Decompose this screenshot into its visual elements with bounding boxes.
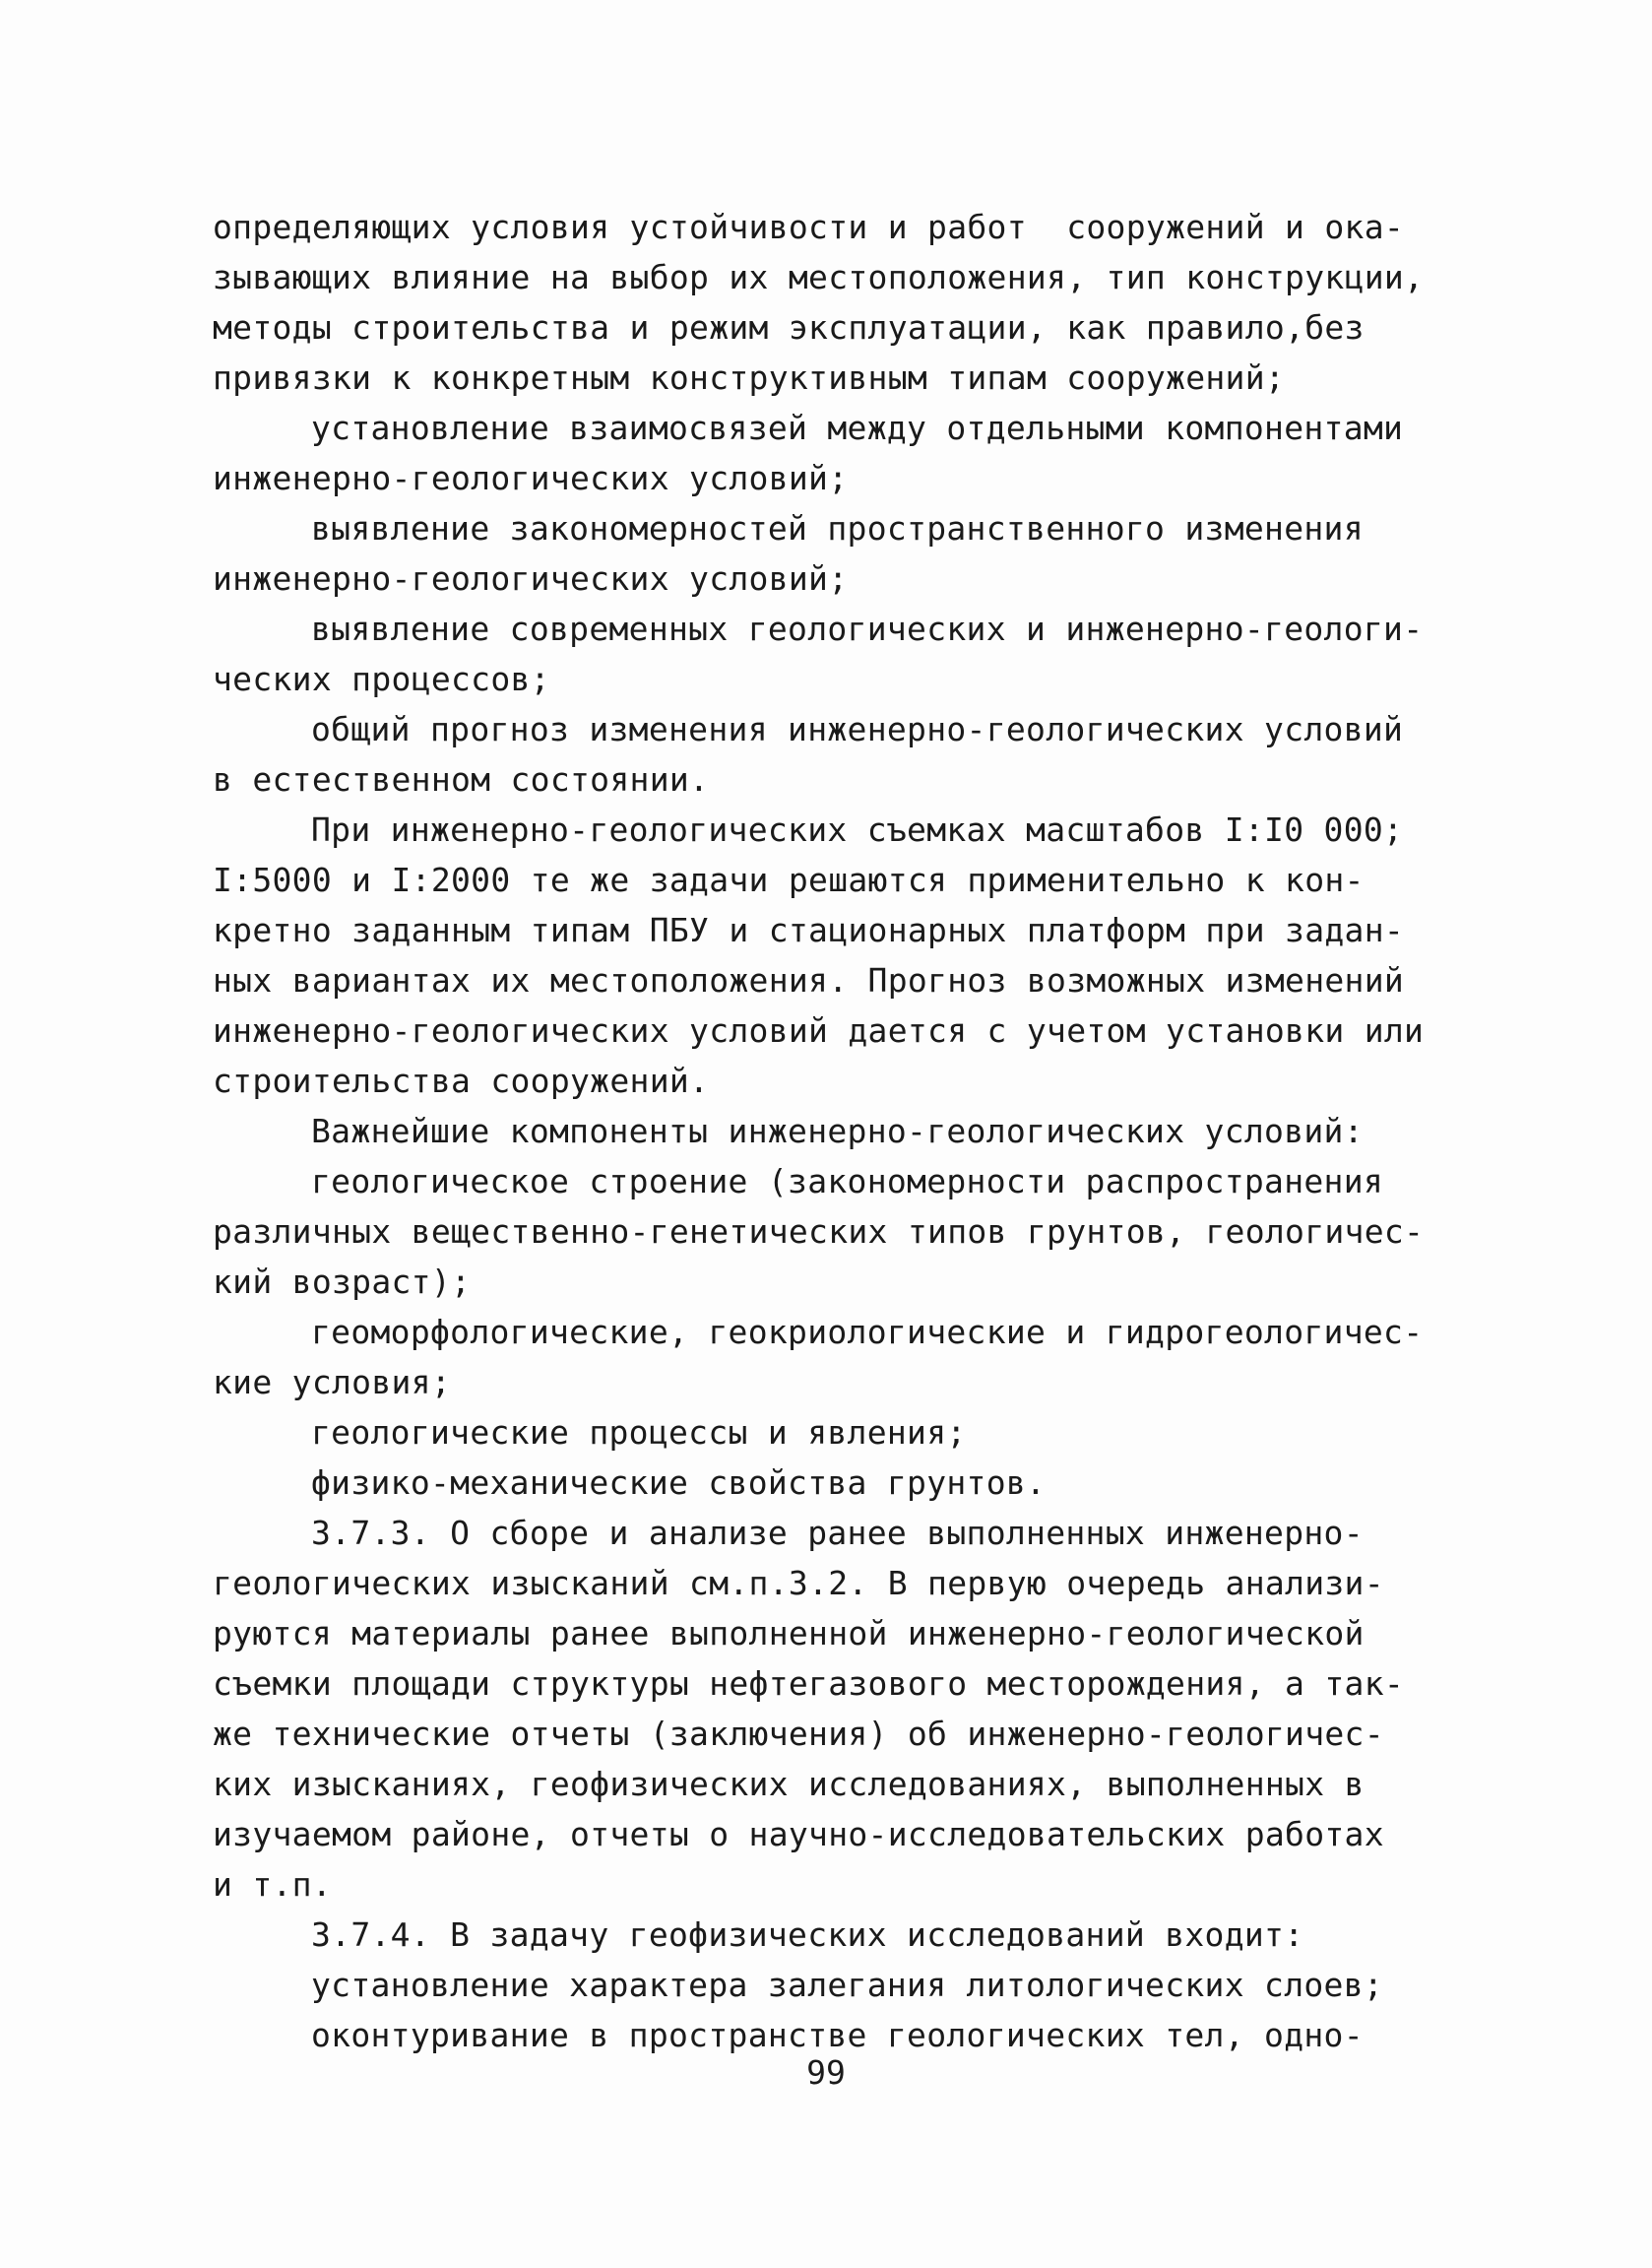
text-line: же технические отчеты (заключения) об инженерно-геологичес-: [213, 1715, 1384, 1753]
text-line: инженерно-геологических условий дается с учетом установки или: [213, 1011, 1425, 1050]
text-line: строительства сооружений.: [213, 1062, 710, 1100]
text-line: кий возраст);: [213, 1263, 472, 1301]
text-line: геологическое строение (закономерности распространения: [311, 1162, 1384, 1200]
text-line: выявление современных геологических и инженерно-геологи-: [311, 610, 1424, 648]
text-line: кретно заданным типам ПБУ и стационарных платформ при задан-: [213, 911, 1405, 949]
text-line: выявление закономерностей пространственного изменения: [311, 509, 1364, 548]
text-line: установление взаимосвязей между отдельными компонентами: [311, 409, 1404, 447]
text-line: кие условия;: [213, 1363, 452, 1401]
text-line: геологических изысканий см.п.3.2. В первую очередь анализи-: [213, 1564, 1384, 1602]
text-line: инженерно-геологических условий;: [213, 559, 849, 598]
text-line: зывающих влияние на выбор их местоположения, тип конструкции,: [213, 258, 1425, 296]
text-line: привязки к конкретным конструктивным типам сооружений;: [213, 358, 1286, 397]
text-line: общий прогноз изменения инженерно-геологических условий: [311, 710, 1404, 748]
text-line: I:5000 и I:2000 те же задачи решаются применительно к кон-: [213, 861, 1365, 899]
text-line: ных вариантах их местоположения. Прогноз возможных изменений: [213, 961, 1405, 1000]
text-line: съемки площади структуры нефтегазового месторождения, а так-: [213, 1664, 1405, 1703]
text-line: 3.7.4. В задачу геофизических исследований входит:: [311, 1915, 1304, 1954]
text-line: геоморфологические, геокриологические и гидрогеологичес-: [311, 1313, 1424, 1351]
text-line: ких изысканиях, геофизических исследованиях, выполненных в: [213, 1765, 1365, 1803]
text-line: и т.п.: [213, 1865, 333, 1904]
text-line: оконтуривание в пространстве геологических тел, одно-: [311, 2016, 1364, 2054]
text-line: методы строительства и режим эксплуатации, как правило,без: [213, 308, 1365, 347]
text-line: Важнейшие компоненты инженерно-геологических условий:: [311, 1112, 1364, 1150]
text-line: ческих процессов;: [213, 660, 550, 698]
text-line: установление характера залегания литологических слоев;: [311, 1966, 1384, 2004]
text-line: определяющих условия устойчивости и работ сооружений и ока-: [213, 208, 1405, 246]
body-text: [213, 202, 1463, 2060]
text-line: в естественном состоянии.: [213, 760, 710, 799]
text-line: руются материалы ранее выполненной инженерно-геологической: [213, 1614, 1365, 1652]
text-line: изучаемом районе, отчеты о научно-исследовательских работах: [213, 1815, 1384, 1853]
text-line: инженерно-геологических условий;: [213, 459, 849, 497]
text-line: различных вещественно-генетических типов грунтов, геологичес-: [213, 1212, 1425, 1251]
page-number: 99: [806, 2053, 846, 2092]
text-line: геологические процессы и явления;: [311, 1413, 967, 1452]
text-line: При инженерно-геологических съемках масштабов I:I0 000;: [311, 810, 1404, 849]
text-line: 3.7.3. О сборе и анализе ранее выполненных инженерно-: [311, 1514, 1364, 1552]
text-line: физико-механические свойства грунтов.: [311, 1463, 1047, 1502]
